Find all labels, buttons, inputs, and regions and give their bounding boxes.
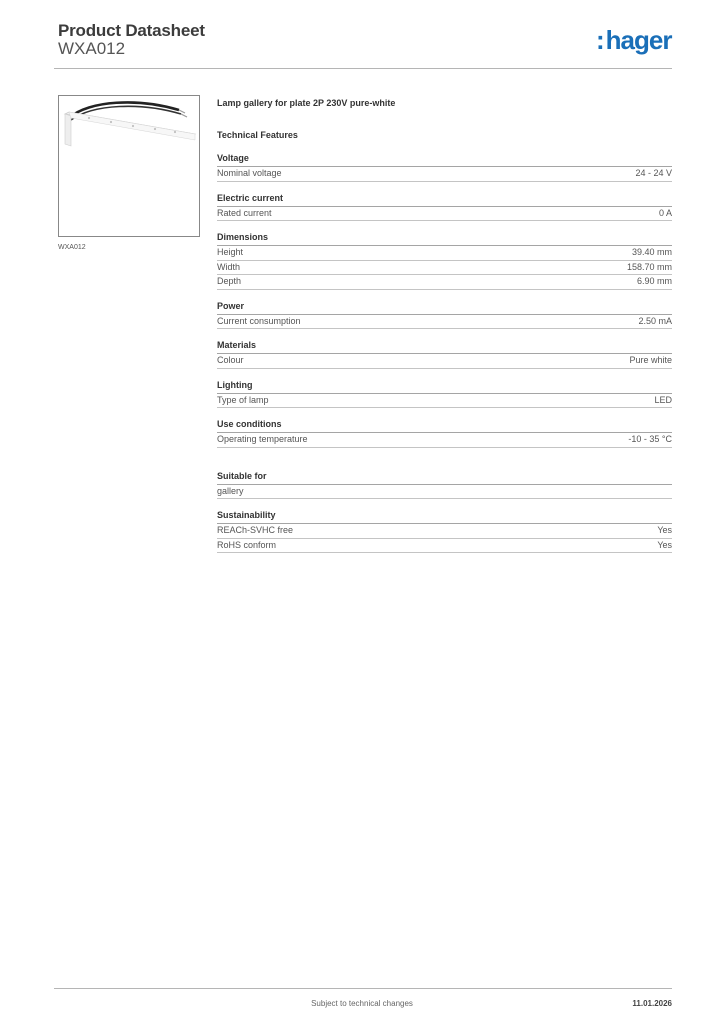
spec-label: RoHS conform [217, 539, 277, 550]
spec-value: 39.40 mm [631, 247, 672, 257]
spec-label: Current consumption [217, 315, 301, 326]
footer-date: 11.01.2026 [632, 999, 672, 1008]
header-divider [54, 68, 672, 69]
spec-row [217, 246, 672, 261]
footer-divider [54, 988, 672, 989]
spec-row [217, 207, 672, 222]
section-title: Voltage [217, 153, 672, 167]
section-title: Use conditions [217, 419, 672, 433]
spec-row [217, 394, 672, 409]
lamp-gallery-illustration [59, 96, 199, 236]
spec-label: Type of lamp [217, 394, 269, 405]
spec-row [217, 315, 672, 330]
spec-row [217, 167, 672, 182]
spec-row [217, 539, 672, 554]
spec-value: Pure white [629, 355, 672, 365]
spec-value: -10 - 35 °C [628, 434, 672, 444]
section-dimensions [217, 232, 672, 290]
spec-value: Yes [657, 539, 672, 550]
section-title: Lighting [217, 380, 672, 394]
spec-value: LED [654, 394, 672, 405]
spec-value: 2.50 mA [638, 315, 672, 326]
spec-row [217, 354, 672, 369]
spec-label: Height [217, 247, 244, 257]
spec-value: 6.90 mm [636, 276, 672, 286]
hager-logo [596, 27, 671, 53]
section-use-conditions [217, 419, 672, 448]
spec-label: REACh-SVHC free [217, 525, 294, 535]
section-power [217, 301, 672, 330]
spec-row [217, 433, 672, 448]
section-title: Suitable for [217, 471, 672, 485]
section-suitable-for [217, 471, 672, 500]
spec-label: Rated current [217, 207, 272, 218]
spec-row [217, 485, 672, 500]
spec-label: Nominal voltage [217, 168, 282, 178]
image-caption: WXA012 [58, 244, 86, 251]
section-voltage [217, 153, 672, 182]
footer-note: Subject to technical changes [311, 999, 413, 1008]
product-code: WXA012 [58, 39, 126, 58]
section-title: Materials [217, 340, 672, 354]
spec-value: 0 A [658, 207, 672, 218]
logo-prefix: : [596, 25, 605, 55]
product-title: Lamp gallery for plate 2P 230V pure-white [217, 98, 396, 108]
section-electric-current [217, 193, 672, 222]
datasheet-content [217, 96, 672, 553]
logo-text: hager [605, 25, 672, 55]
spec-row [217, 275, 672, 290]
product-image [58, 95, 200, 237]
spec-value: Yes [657, 525, 672, 535]
section-title: Electric current [217, 193, 672, 207]
section-title: Power [217, 301, 672, 315]
section-title: Dimensions [217, 232, 672, 246]
spec-value: 158.70 mm [626, 261, 672, 272]
spec-row [217, 524, 672, 539]
spec-label: Width [217, 261, 241, 272]
spec-label: Colour [217, 355, 244, 365]
section-sustainability [217, 510, 672, 553]
spec-label: Depth [217, 276, 242, 286]
spec-label: Operating temperature [217, 434, 308, 444]
section-materials [217, 340, 672, 369]
technical-features-heading: Technical Features [217, 130, 298, 140]
spec-row [217, 261, 672, 276]
section-lighting [217, 380, 672, 409]
section-title: Sustainability [217, 510, 672, 524]
spec-value: 24 - 24 V [635, 168, 672, 178]
spec-label: gallery [217, 485, 244, 496]
page-title: Product Datasheet [58, 21, 205, 40]
